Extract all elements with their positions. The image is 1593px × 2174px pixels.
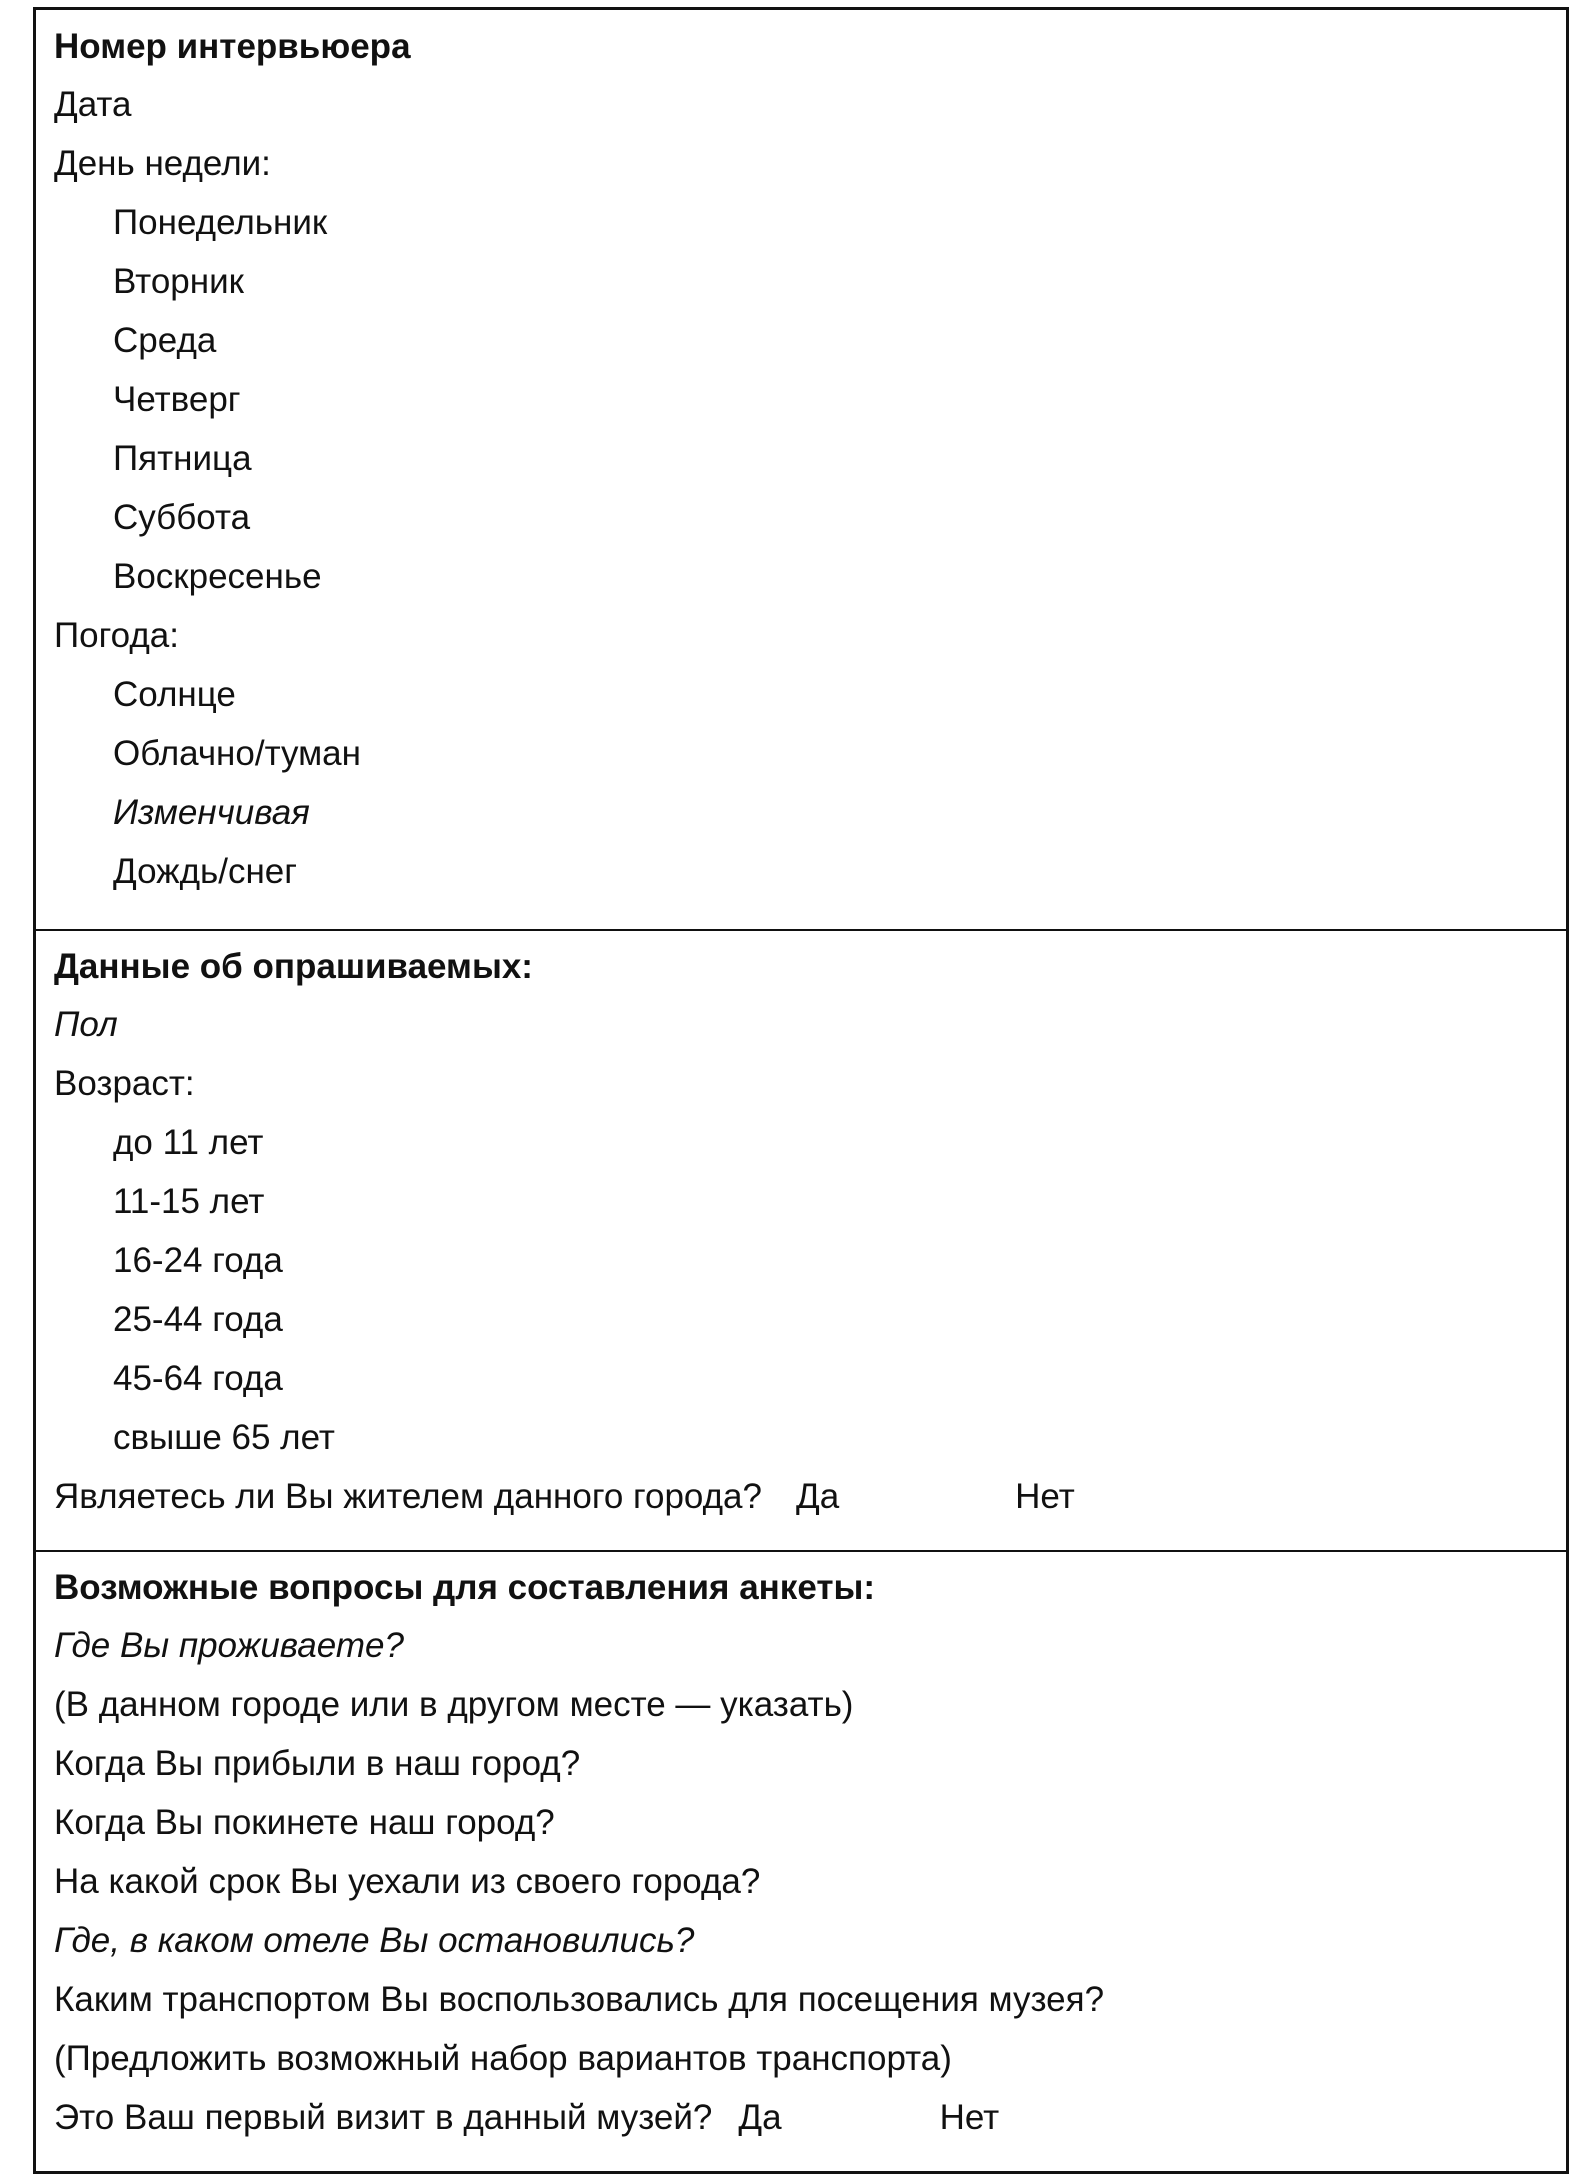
age-label: Возраст: [54, 1064, 195, 1103]
interviewer-section [36, 18, 1566, 931]
first-visit-question-row [36, 2088, 1566, 2147]
question-residence-note: (В данном городе или в другом месте — указать) [54, 1685, 854, 1724]
resident-question-row [36, 1467, 1566, 1526]
question-trip-length: На какой срок Вы уехали из своего города? [54, 1862, 761, 1901]
resident-question: Являетесь ли Вы жителем данного города? [54, 1477, 762, 1516]
question-residence: Где Вы проживаете? [54, 1626, 404, 1665]
age-option: 11-15 лет [113, 1182, 265, 1221]
weekday-option: Понедельник [113, 203, 328, 242]
interviewer-number-heading: Номер интервьюера [54, 27, 411, 66]
question-transport: Каким транспортом Вы воспользовались для посещения музея? [54, 1980, 1105, 2019]
weather-option: Дождь/снег [113, 852, 298, 891]
question-arrival: Когда Вы прибыли в наш город? [54, 1744, 581, 1783]
age-option: 45-64 года [113, 1359, 283, 1398]
first-visit-yes-option: Да [738, 2098, 782, 2137]
weather-option: Облачно/туман [113, 734, 361, 773]
weekday-label: День недели: [54, 144, 271, 183]
weekday-option: Вторник [113, 262, 244, 301]
first-visit-no-option: Нет [939, 2098, 1000, 2137]
respondent-heading: Данные об опрашиваемых: [54, 947, 533, 986]
age-option: 25-44 года [113, 1300, 283, 1339]
respondent-section [36, 938, 1566, 1552]
weekday-option: Среда [113, 321, 217, 360]
weekday-option: Четверг [113, 380, 241, 419]
sex-field: Пол [54, 1005, 118, 1044]
question-departure: Когда Вы покинете наш город? [54, 1803, 555, 1842]
age-option: свыше 65 лет [113, 1418, 335, 1457]
weekday-option: Пятница [113, 439, 252, 478]
age-option: до 11 лет [113, 1123, 264, 1162]
date-field: Дата [54, 85, 132, 124]
first-visit-question: Это Ваш первый визит в данный музей? [54, 2098, 713, 2137]
age-option: 16-24 года [113, 1241, 283, 1280]
survey-form [33, 7, 1569, 2174]
weather-option: Изменчивая [113, 793, 310, 832]
resident-no-option: Нет [1015, 1477, 1075, 1516]
questions-heading: Возможные вопросы для составления анкеты: [54, 1568, 876, 1607]
question-hotel: Где, в каком отеле Вы остановились? [54, 1921, 695, 1960]
weather-option: Солнце [113, 675, 236, 714]
weekday-option: Воскресенье [113, 557, 322, 596]
weather-label: Погода: [54, 616, 179, 655]
weekday-option: Суббота [113, 498, 251, 537]
resident-yes-option: Да [795, 1477, 840, 1516]
questions-section [36, 1559, 1566, 2174]
question-transport-note: (Предложить возможный набор вариантов транспорта) [54, 2039, 952, 2078]
